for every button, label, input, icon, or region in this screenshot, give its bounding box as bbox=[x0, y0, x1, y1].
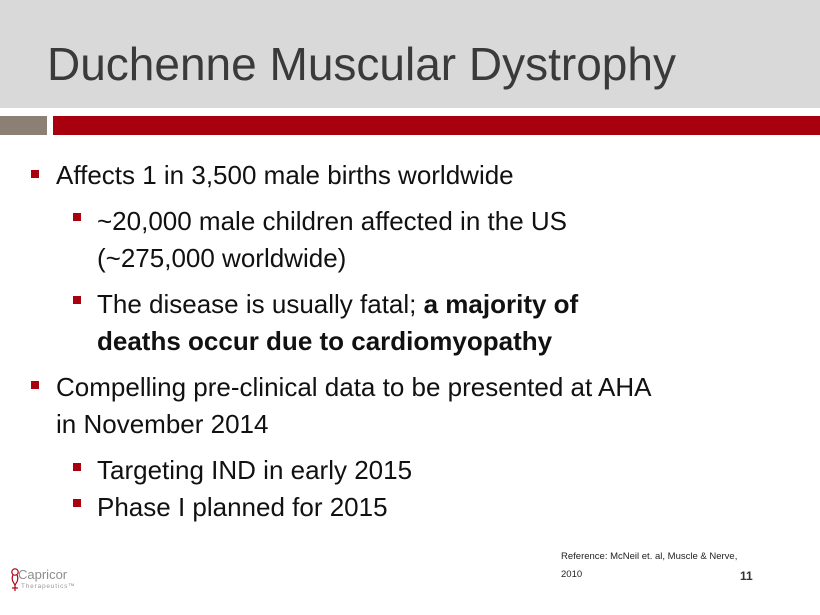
bullet-item bbox=[97, 284, 787, 324]
bullet-item-continued: deaths occur due to cardiomyopathy bbox=[97, 326, 553, 356]
reference-line: Reference: McNeil et. al, Muscle & Nerve, bbox=[561, 551, 738, 562]
reference-note bbox=[561, 548, 791, 584]
accent-bar-red bbox=[53, 116, 820, 135]
logo-name: Capricor bbox=[18, 567, 68, 582]
logo-subtitle: Therapeutics™ bbox=[21, 583, 76, 590]
accent-bar-gray bbox=[0, 116, 47, 135]
bullet-marker bbox=[73, 213, 81, 221]
bullet-item: Compelling pre-clinical data to be presented at AHA bbox=[56, 372, 652, 402]
page-number: 11 bbox=[740, 569, 753, 583]
bullet-marker bbox=[31, 381, 39, 389]
bullet-item: Phase I planned for 2015 bbox=[97, 492, 388, 522]
bullet-item-continued: (~275,000 worldwide) bbox=[97, 243, 347, 273]
bullet-marker bbox=[73, 296, 81, 304]
slide-title: Duchenne Muscular Dystrophy bbox=[47, 38, 676, 90]
bullet-item: Targeting IND in early 2015 bbox=[97, 455, 413, 485]
bullet-marker bbox=[73, 463, 81, 471]
bullet-item: ~20,000 male children affected in the US bbox=[97, 206, 567, 236]
bullet-text-bold: a majority of bbox=[423, 289, 579, 319]
bullet-item: Affects 1 in 3,500 male births worldwide bbox=[56, 160, 514, 190]
bullet-marker bbox=[31, 170, 39, 178]
bullet-item-continued: in November 2014 bbox=[56, 409, 269, 439]
bullet-text-plain: The disease is usually fatal; bbox=[97, 289, 424, 319]
bullet-marker bbox=[73, 499, 81, 507]
reference-line: 2010 bbox=[561, 569, 583, 580]
